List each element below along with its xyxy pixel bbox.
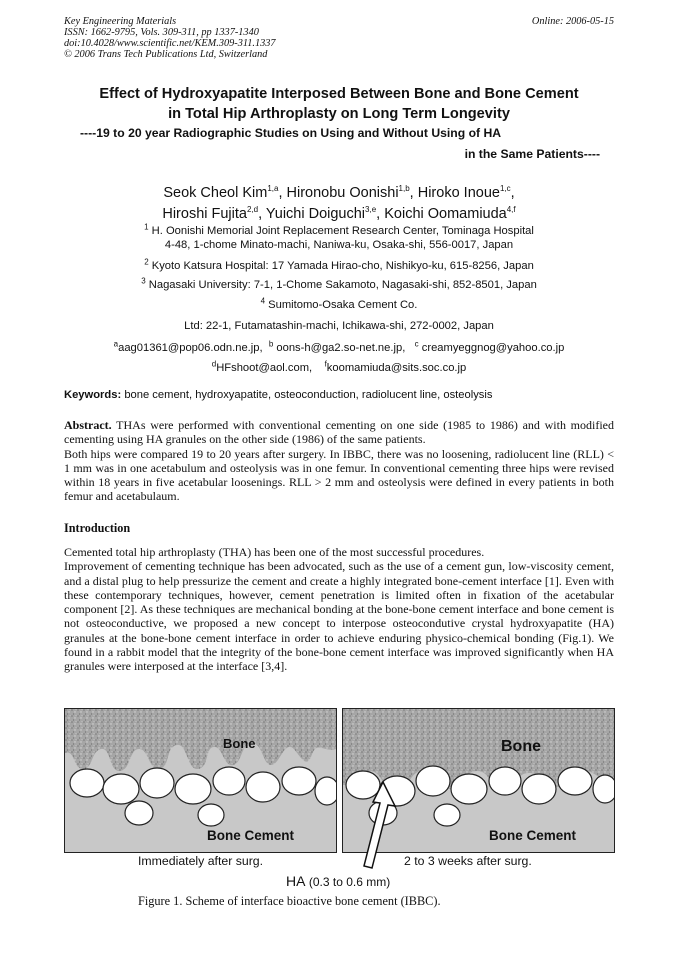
affil-text: 4-48, 1-chome Minato-machi, Naniwa-ku, Osaka-shi, 556-0017, Japan bbox=[164, 239, 514, 251]
caption-later: 2 to 3 weeks after surg. bbox=[404, 854, 532, 868]
author-sup: 1,a bbox=[267, 184, 279, 194]
email-address: koomamiuda@sits.soc.co.jp bbox=[326, 362, 467, 374]
affiliation-3 bbox=[60, 278, 618, 292]
figure-left-graphic bbox=[65, 709, 336, 852]
ha-text: HA bbox=[286, 873, 306, 889]
section-heading: Introduction bbox=[64, 521, 131, 535]
author-list bbox=[60, 183, 618, 225]
author-name: Hironobu Oonishi bbox=[286, 185, 399, 201]
title-line-2: in Total Hip Arthroplasty on Long Term Longevity bbox=[168, 106, 510, 122]
affiliation-4-address: Ltd: 22-1, Futamatashin-machi, Ichikawa-shi, 272-0002, Japan bbox=[184, 320, 494, 332]
author-separator: , bbox=[278, 185, 287, 201]
email-sup: b bbox=[268, 339, 274, 349]
author-name: Hiroko Inoue bbox=[417, 185, 500, 201]
affil-number: 3 bbox=[141, 276, 146, 286]
journal-name: Key Engineering Materials bbox=[64, 16, 177, 27]
label-bone-right: Bone bbox=[501, 738, 541, 755]
intro-p1: Cemented total hip arthroplasty (THA) has been one of the most successful procedures. bbox=[64, 545, 485, 559]
affil-number: 2 bbox=[144, 257, 149, 267]
author-name: Yuichi Doiguchi bbox=[265, 206, 366, 222]
ha-size: (0.3 to 0.6 mm) bbox=[308, 875, 391, 889]
online-date: Online: 2006-05-15 bbox=[531, 16, 614, 27]
ha-arrow-icon bbox=[350, 780, 410, 875]
caption-immediate: Immediately after surg. bbox=[138, 854, 264, 868]
abstract-p1: THAs were performed with conventional cementing on one side (1985 to 1986) and with modified cementing using HA granules on the other side (1986) of the same patients. bbox=[64, 418, 614, 447]
abstract-label: Abstract. bbox=[64, 418, 112, 432]
author-name: Hiroshi Fujita bbox=[162, 206, 247, 222]
email-address: creamyeggnog@yahoo.co.jp bbox=[421, 342, 565, 354]
affil-text: Kyoto Katsura Hospital: 17 Yamada Hirao-cho, Nishikyo-ku, 615-8256, Japan bbox=[151, 260, 534, 272]
author-separator: , bbox=[258, 206, 266, 222]
intro-body bbox=[64, 545, 614, 674]
author-separator: , bbox=[376, 206, 385, 222]
doi: doi:10.4028/www.scientific.net/KEM.309-311.1337 bbox=[64, 38, 276, 49]
affiliation-1 bbox=[60, 224, 618, 252]
figure-caption: Figure 1. Scheme of interface bioactive bone cement (IBBC). bbox=[138, 894, 441, 908]
paper-title bbox=[60, 84, 618, 124]
copyright: © 2006 Trans Tech Publications Ltd, Switzerland bbox=[64, 49, 268, 60]
affiliation-4 bbox=[60, 298, 618, 312]
email-sup: c bbox=[414, 339, 419, 349]
email-sup: f bbox=[324, 359, 327, 369]
email-line-1 bbox=[60, 341, 618, 355]
running-header bbox=[64, 16, 276, 60]
author-sup: 2,d bbox=[246, 205, 259, 215]
email-sup: d bbox=[211, 359, 217, 369]
abstract bbox=[64, 418, 614, 504]
author-sup: 1,c bbox=[499, 184, 511, 194]
affil-number: 1 bbox=[144, 222, 149, 232]
affil-text: Sumitomo-Osaka Cement Co. bbox=[268, 299, 418, 311]
ha-label bbox=[286, 873, 390, 889]
abstract-p2: Both hips were compared 19 to 20 years after surgery. In IBBC, there was no loosening, radiolucent line (RLL) < 1 mm was in one acetabulum and osteolysis was in one femur. In conventional cementing three hips were revised within 18 years in five acetabular loosenings. RLL > 2 mm and osteolysis were defined in every patients in both femur and acetabulaum. bbox=[64, 446, 614, 504]
label-cement-right: Bone Cement bbox=[489, 828, 577, 843]
affiliation-2 bbox=[60, 259, 618, 273]
affil-text: Nagasaki University: 7-1, 1-Chome Sakamoto, Nagasaki-shi, 852-8501, Japan bbox=[148, 279, 537, 291]
email-address: HFshoot@aol.com, bbox=[216, 362, 313, 374]
author-separator: , bbox=[409, 185, 418, 201]
figure-panel-immediate bbox=[64, 708, 337, 853]
email-sup: a bbox=[113, 339, 119, 349]
author-sup: 1,b bbox=[398, 184, 410, 194]
email-address: aag01361@pop06.odn.ne.jp, bbox=[118, 342, 263, 354]
affil-number: 4 bbox=[260, 296, 266, 306]
author-name: Seok Cheol Kim bbox=[163, 185, 268, 201]
keywords bbox=[64, 389, 614, 401]
email-line-2 bbox=[60, 361, 618, 375]
intro-p2: Improvement of cementing technique has been advocated, such as the use of a cement gun, low-viscosity cement, and a distal plug to help pressurize the cement and create a highly integrated bone-cement interface [1]. Even with these contemporary techniques, however, cement penetration is limited often in fixation of the acetabular component [2]. As these techniques are mechanical bonding at the bone-bone cement interface and bone cement is not osteoconductive, we proposed a new concept to interpose osteocondutive crystal hydroxyapatite (HA) granules at the bone-bone cement interface in order to achieve enduring physico-chemical bonding (Fig.1). We found in a rabbit model that the integrity of the bone-bone cement interface was improved significantly when HA granules were interposed at the interface [3,4]. bbox=[64, 559, 614, 674]
subtitle-line-1: ----19 to 20 year Radiographic Studies on Using and Without Using of HA bbox=[80, 126, 502, 140]
affil-text: H. Oonishi Memorial Joint Replacement Research Center, Tominaga Hospital bbox=[151, 225, 534, 237]
keywords-label: Keywords: bbox=[64, 389, 122, 401]
author-separator: , bbox=[510, 185, 515, 201]
author-sup: 4,f bbox=[506, 205, 516, 215]
subtitle-line-2: in the Same Patients---- bbox=[464, 147, 600, 161]
email-address: oons-h@ga2.so-net.ne.jp, bbox=[276, 342, 406, 354]
title-line-1: Effect of Hydroxyapatite Interposed Between Bone and Bone Cement bbox=[99, 86, 579, 102]
label-bone-left: Bone bbox=[223, 736, 256, 751]
author-sup: 3,e bbox=[365, 205, 377, 215]
keywords-text: bone cement, hydroxyapatite, osteoconduction, radiolucent line, osteolysis bbox=[124, 389, 493, 401]
author-name: Koichi Oomamiuda bbox=[384, 206, 507, 222]
label-cement-left: Bone Cement bbox=[207, 828, 295, 843]
issn: ISSN: 1662-9795, Vols. 309-311, pp 1337-1340 bbox=[64, 27, 259, 38]
